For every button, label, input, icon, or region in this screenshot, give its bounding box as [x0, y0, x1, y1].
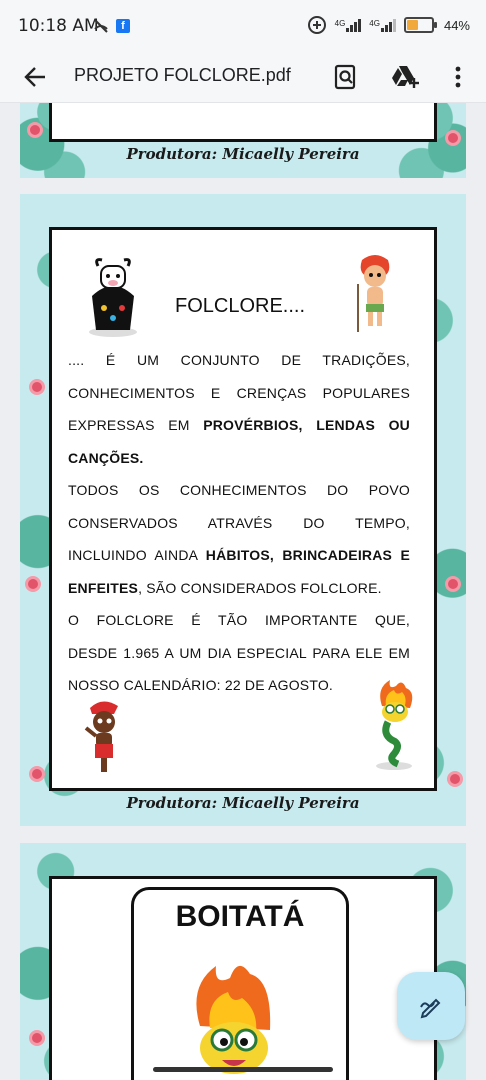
page-2-content-card [49, 227, 437, 791]
paragraph-line [68, 572, 410, 605]
flower-decoration [28, 579, 38, 589]
flower-decoration [32, 382, 42, 392]
status-notification-icons [92, 17, 130, 35]
page-1-content-card [49, 103, 437, 142]
paragraph-line [68, 409, 410, 442]
gesture-nav-bar[interactable] [153, 1067, 333, 1072]
paragraph-line [68, 474, 410, 507]
flower-decoration [448, 133, 458, 143]
page-1-credit: Produtora: Micaelly Pereira [126, 145, 360, 163]
boitata-illustration-small [372, 678, 420, 772]
flower-decoration [32, 1033, 42, 1043]
flower-decoration [448, 579, 458, 589]
edit-pen-icon [418, 993, 444, 1019]
no-call-icon [92, 17, 110, 35]
flower-decoration [30, 125, 40, 135]
search-in-document-button[interactable] [331, 62, 361, 92]
add-to-drive-button[interactable] [390, 62, 420, 92]
battery-percent: 44% [443, 17, 470, 33]
document-title: PROJETO FOLCLORE.pdf [74, 65, 291, 85]
saci-illustration [82, 700, 128, 776]
signal-2-icon [369, 19, 396, 32]
signal-1-icon [335, 19, 362, 32]
paragraph-segment: INCLUINDO AINDA [68, 547, 206, 563]
paragraph-segment: , SÃO CONSIDERADOS FOLCLORE. [138, 579, 382, 596]
page-2-credit: Produtora: Micaelly Pereira [126, 794, 360, 812]
status-time: 10:18 AM [18, 16, 99, 36]
paragraph-segment: DESDE 1.965 A UM DIA ESPECIAL PARA ELE EM [68, 644, 410, 661]
back-button[interactable] [22, 63, 50, 91]
network-2-label: 4G [369, 18, 380, 28]
paragraph-line [68, 637, 410, 670]
paragraph-segment: O FOLCLORE É TÃO IMPORTANTE QUE, [68, 612, 410, 628]
paragraph-segment: HÁBITOS, BRINCADEIRAS E [205, 547, 410, 563]
paragraph-segment: CANÇÕES. [68, 449, 144, 466]
add-to-drive-icon [390, 64, 420, 90]
edit-annotate-button[interactable] [397, 972, 465, 1040]
network-1-label: 4G [334, 18, 346, 28]
paragraph-segment: PROVÉRBIOS, LENDAS OU [203, 417, 410, 433]
paragraph-line [68, 344, 410, 377]
flower-decoration [450, 774, 460, 784]
paragraph-line [68, 442, 410, 475]
paragraph-line [68, 604, 410, 637]
paragraph-line [68, 539, 410, 572]
app-bar [0, 52, 486, 103]
more-vert-icon [455, 66, 461, 88]
arrow-left-icon [22, 63, 50, 91]
paragraph-line [68, 507, 410, 540]
pdf-page-3 [20, 843, 466, 1080]
paragraph-segment: .... É UM CONJUNTO DE TRADIÇÕES, [68, 352, 410, 368]
data-saver-icon [307, 15, 327, 35]
battery-icon [404, 17, 434, 33]
paragraph-line [68, 377, 410, 410]
boitata-illustration-large [186, 956, 286, 1080]
bumba-meu-boi-illustration [84, 256, 142, 338]
page-3-content-card [49, 876, 437, 1080]
paragraph-segment: EXPRESSAS EM [68, 417, 204, 433]
facebook-icon: f [116, 19, 130, 33]
folclore-paragraph [68, 344, 410, 702]
boitata-title-frame [131, 887, 349, 1080]
flower-decoration [32, 769, 42, 779]
status-system-icons [307, 15, 470, 35]
paragraph-segment: TODOS OS CONHECIMENTOS DO POVO [68, 482, 410, 498]
page-3-title: BOITATÁ [175, 900, 305, 933]
paragraph-segment: ENFEITES [68, 579, 139, 596]
paragraph-segment: CONHECIMENTOS E CRENÇAS POPULARES [68, 384, 410, 401]
page-2-title: FOLCLORE.... [175, 295, 306, 317]
status-bar [0, 0, 486, 52]
more-options-button[interactable] [443, 62, 473, 92]
curupira-illustration [352, 254, 398, 334]
paragraph-line [68, 669, 410, 702]
battery-fill [407, 20, 418, 30]
pdf-page-2 [20, 194, 466, 826]
doc-search-icon [334, 64, 358, 90]
paragraph-segment: NOSSO CALENDÁRIO: 22 DE AGOSTO. [68, 677, 334, 693]
paragraph-segment: CONSERVADOS ATRAVÉS DO TEMPO, [68, 514, 410, 531]
pdf-page-1 [20, 103, 466, 178]
